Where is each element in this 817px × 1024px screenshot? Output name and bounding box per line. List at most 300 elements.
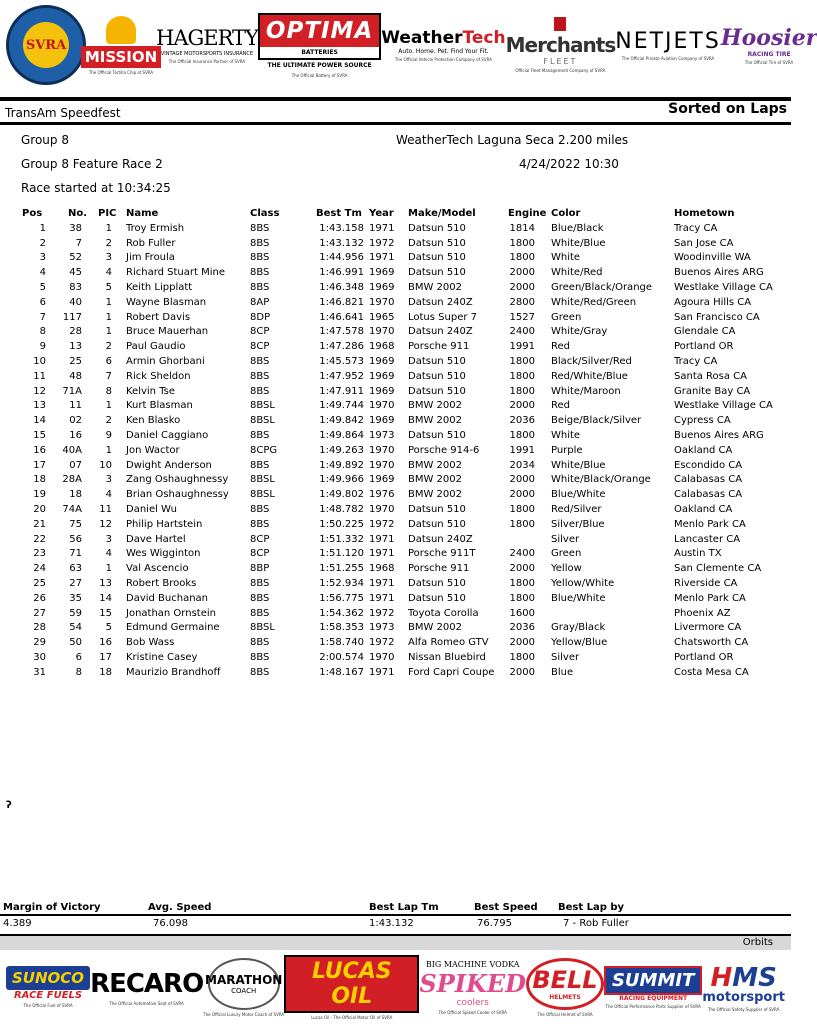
cell-color: Black/Silver/Red: [551, 355, 632, 367]
cell-pos: 15: [33, 429, 46, 441]
cell-best-time: 1:44.956: [319, 252, 364, 264]
cell-make-model: Datsun 510: [408, 592, 466, 604]
cell-pic: 1: [105, 400, 112, 412]
cell-engine: 2000: [509, 637, 535, 649]
cell-pos: 20: [33, 503, 46, 515]
table-row: [0, 489, 791, 504]
cell-pic: 15: [99, 607, 112, 619]
cell-car-number: 35: [69, 592, 82, 604]
table-row: [0, 282, 791, 297]
cell-car-number: 56: [69, 533, 82, 545]
cell-car-number: 6: [75, 651, 82, 663]
table-row: [0, 534, 791, 549]
cell-pic: 1: [105, 222, 112, 234]
col-name: Name: [126, 208, 159, 219]
cell-engine: 2000: [509, 267, 535, 279]
cell-pic: 16: [99, 637, 112, 649]
cell-car-number: 83: [69, 281, 82, 293]
cell-make-model: BMW 2002: [408, 400, 463, 412]
cell-class: 8BS: [250, 577, 270, 589]
cell-year: 1971: [369, 533, 395, 545]
table-row: [0, 608, 791, 623]
cell-engine: 2000: [509, 400, 535, 412]
cell-hometown: Cypress CA: [674, 415, 731, 427]
cell-color: White/Red/Green: [551, 296, 637, 308]
cell-pos: 7: [39, 311, 46, 323]
cell-engine: 2000: [509, 281, 535, 293]
cell-driver-name: Richard Stuart Mine: [126, 267, 225, 279]
cell-color: Yellow: [551, 563, 582, 575]
cell-driver-name: Bob Wass: [126, 637, 175, 649]
stats-rule: [0, 914, 791, 916]
table-row: [0, 563, 791, 578]
cell-year: 1969: [369, 370, 395, 382]
summit-racing-logo: SUMMIT RACING EQUIPMENT The Official Performance Parts Supplier of SVRA: [604, 966, 702, 1009]
cell-make-model: BMW 2002: [408, 622, 463, 634]
cell-year: 1970: [369, 400, 395, 412]
cell-hometown: Oakland CA: [674, 444, 733, 456]
cell-pos: 28: [33, 622, 46, 634]
cell-class: 8BS: [250, 503, 270, 515]
cell-year: 1969: [369, 281, 395, 293]
cell-car-number: 40A: [62, 444, 82, 456]
cell-hometown: Riverside CA: [674, 577, 738, 589]
cell-color: Green/Black/Orange: [551, 281, 653, 293]
cell-hometown: Agoura Hills CA: [674, 296, 752, 308]
cell-class: 8BS: [250, 607, 270, 619]
cell-year: 1972: [369, 237, 395, 249]
cell-driver-name: Philip Hartstein: [126, 518, 203, 530]
cell-class: 8BS: [250, 281, 270, 293]
cell-make-model: Datsun 510: [408, 518, 466, 530]
cell-make-model: BMW 2002: [408, 415, 463, 427]
optima-logo: OPTIMA BATTERIES THE ULTIMATE POWER SOURCE The Official Battery of SVRA: [258, 13, 381, 78]
cell-pic: 10: [99, 459, 112, 471]
cell-pic: 14: [99, 592, 112, 604]
cell-make-model: Porsche 914-6: [408, 444, 480, 456]
cell-engine: 1800: [509, 518, 535, 530]
cell-make-model: Lotus Super 7: [408, 311, 477, 323]
cell-car-number: 52: [69, 252, 82, 264]
cell-year: 1973: [369, 429, 395, 441]
table-header: [0, 208, 791, 223]
cell-class: 8BS: [250, 429, 270, 441]
cell-class: 8BS: [250, 518, 270, 530]
cell-make-model: Datsun 240Z: [408, 533, 473, 545]
cell-driver-name: David Buchanan: [126, 592, 209, 604]
best-lap-by-value: 7 - Rob Fuller: [563, 918, 629, 929]
table-row: [0, 504, 791, 519]
best-lap-time-label: Best Lap Tm: [369, 902, 439, 913]
cell-driver-name: Paul Gaudio: [126, 341, 186, 353]
cell-pos: 24: [33, 563, 46, 575]
avg-speed-label: Avg. Speed: [148, 902, 212, 913]
cell-pic: 2: [105, 237, 112, 249]
cell-car-number: 11: [69, 400, 82, 412]
cell-year: 1971: [369, 222, 395, 234]
cell-hometown: Westlake Village CA: [674, 281, 773, 293]
cell-car-number: 13: [69, 341, 82, 353]
cell-pos: 9: [39, 341, 46, 353]
cell-class: 8BS: [250, 222, 270, 234]
cell-make-model: Datsun 510: [408, 252, 466, 264]
cell-engine: 2400: [509, 548, 535, 560]
cell-driver-name: Wes Wigginton: [126, 548, 201, 560]
cell-pos: 6: [39, 296, 46, 308]
cell-best-time: 1:50.225: [319, 518, 364, 530]
cell-make-model: Datsun 510: [408, 355, 466, 367]
cell-pos: 1: [39, 222, 46, 234]
cell-pos: 11: [33, 370, 46, 382]
cell-class: 8BSL: [250, 489, 275, 501]
cell-make-model: Datsun 510: [408, 385, 466, 397]
cell-driver-name: Daniel Caggiano: [126, 429, 209, 441]
cell-driver-name: Brian Oshaughnessy: [126, 489, 229, 501]
cell-driver-name: Dwight Anderson: [126, 459, 212, 471]
cell-pos: 21: [33, 518, 46, 530]
cell-pos: 22: [33, 533, 46, 545]
sort-label: Sorted on Laps: [668, 101, 787, 117]
cell-best-time: 1:51.255: [319, 563, 364, 575]
event-name: TransAm Speedfest: [5, 106, 121, 120]
recaro-logo: RECARO The Official Automotive Seat of SVRA: [90, 968, 204, 1006]
cell-class: 8AP: [250, 296, 270, 308]
cell-hometown: Phoenix AZ: [674, 607, 731, 619]
marathon-coach-logo: MARATHON COACH The Official Luxury Motor Coach of SVRA: [203, 958, 284, 1017]
cell-pic: 3: [105, 533, 112, 545]
hms-motorsport-logo: HMS motorsport The Official Safety Supplier of SVRA: [702, 962, 785, 1012]
cell-class: 8CP: [250, 533, 270, 545]
cell-color: White/Maroon: [551, 385, 621, 397]
cell-color: Yellow/Blue: [551, 637, 608, 649]
cell-pic: 5: [105, 281, 112, 293]
cell-hometown: Tracy CA: [674, 355, 718, 367]
cell-driver-name: Rick Sheldon: [126, 370, 191, 382]
cell-make-model: Datsun 510: [408, 370, 466, 382]
col-color: Color: [551, 208, 581, 219]
cell-driver-name: Jim Froula: [126, 252, 175, 264]
table-row: [0, 430, 791, 445]
cell-class: 8BS: [250, 637, 270, 649]
cell-best-time: 1:49.842: [319, 415, 364, 427]
cell-best-time: 1:58.740: [319, 637, 364, 649]
cell-pic: 13: [99, 577, 112, 589]
cell-color: White/Gray: [551, 326, 608, 338]
cell-engine: 2034: [509, 459, 535, 471]
cell-driver-name: Zang Oshaughnessy: [126, 474, 229, 486]
hagerty-logo: HAGERTY VINTAGE MOTORSPORTS INSURANCE The Official Insurance Partner of SVRA: [156, 26, 258, 64]
cell-car-number: 54: [69, 622, 82, 634]
cell-color: Blue: [551, 666, 574, 678]
cell-driver-name: Daniel Wu: [126, 503, 177, 515]
cell-engine: 1800: [509, 503, 535, 515]
cell-pos: 4: [39, 267, 46, 279]
cell-driver-name: Maurizio Brandhoff: [126, 666, 221, 678]
cell-best-time: 1:47.578: [319, 326, 364, 338]
cell-pos: 25: [33, 577, 46, 589]
cell-class: 8BSL: [250, 415, 275, 427]
cell-pos: 5: [39, 281, 46, 293]
cell-year: 1970: [369, 459, 395, 471]
cell-year: 1970: [369, 503, 395, 515]
cell-year: 1969: [369, 355, 395, 367]
cell-make-model: Datsun 240Z: [408, 296, 473, 308]
cell-year: 1968: [369, 563, 395, 575]
cell-engine: 1800: [509, 370, 535, 382]
cell-pic: 5: [105, 622, 112, 634]
race-datetime: 4/24/2022 10:30: [519, 157, 619, 171]
cell-engine: 1991: [509, 341, 535, 353]
cell-best-time: 1:54.362: [319, 607, 364, 619]
table-row: [0, 474, 791, 489]
cell-class: 8BS: [250, 385, 270, 397]
cell-car-number: 27: [69, 577, 82, 589]
cell-year: 1972: [369, 637, 395, 649]
cell-year: 1971: [369, 592, 395, 604]
cell-color: White: [551, 429, 581, 441]
cell-pic: 6: [105, 355, 112, 367]
cell-best-time: 1:49.864: [319, 429, 364, 441]
cell-car-number: 07: [69, 459, 82, 471]
cell-best-time: 1:49.263: [319, 444, 364, 456]
cell-best-time: 1:58.353: [319, 622, 364, 634]
weathertech-logo: WeatherTech Auto. Home. Pet. Find Your Fit. The Official Vehicle Protection Company of SVRA: [381, 28, 506, 62]
cell-color: Red: [551, 400, 570, 412]
cell-hometown: Santa Rosa CA: [674, 370, 747, 382]
cell-year: 1969: [369, 385, 395, 397]
cell-engine: 1527: [509, 311, 535, 323]
cell-pos: 13: [33, 400, 46, 412]
table-row: [0, 652, 791, 667]
cell-make-model: Alfa Romeo GTV: [408, 637, 489, 649]
cell-hometown: Buenos Aires ARG: [674, 429, 764, 441]
cell-make-model: Datsun 240Z: [408, 326, 473, 338]
merchants-fleet-logo: Merchants FLEET Official Fleet Management Company of SVRA: [506, 17, 616, 73]
cell-best-time: 1:43.132: [319, 237, 364, 249]
svra-logo: SVRA: [6, 5, 86, 85]
cell-pic: 4: [105, 267, 112, 279]
cell-color: Beige/Black/Silver: [551, 415, 642, 427]
cell-year: 1973: [369, 622, 395, 634]
cell-make-model: Nissan Bluebird: [408, 651, 486, 663]
best-lap-time-value: 1:43.132: [369, 918, 414, 929]
cell-driver-name: Edmund Germaine: [126, 622, 220, 634]
cell-engine: 1800: [509, 592, 535, 604]
results-table: [0, 208, 791, 682]
cell-driver-name: Val Ascencio: [126, 563, 189, 575]
table-row: [0, 622, 791, 637]
cell-pic: 12: [99, 518, 112, 530]
col-make-model: Make/Model: [408, 208, 476, 219]
cell-driver-name: Keith Lipplatt: [126, 281, 193, 293]
cell-color: White/Blue: [551, 237, 606, 249]
cell-pic: 9: [105, 429, 112, 441]
cell-year: 1971: [369, 252, 395, 264]
cell-year: 1976: [369, 489, 395, 501]
cell-color: Purple: [551, 444, 583, 456]
cell-engine: 1800: [509, 355, 535, 367]
cell-driver-name: Armin Ghorbani: [126, 355, 205, 367]
cell-driver-name: Kristine Casey: [126, 651, 198, 663]
cell-year: 1969: [369, 267, 395, 279]
cell-class: 8BS: [250, 459, 270, 471]
top-sponsor-bar: [0, 0, 817, 90]
cell-make-model: Datsun 510: [408, 503, 466, 515]
cell-hometown: Menlo Park CA: [674, 518, 746, 530]
cell-year: 1970: [369, 651, 395, 663]
cell-hometown: Escondido CA: [674, 459, 743, 471]
orbits-label: Orbits: [742, 937, 773, 948]
cell-pos: 2: [39, 237, 46, 249]
table-row: [0, 593, 791, 608]
race-label: Group 8 Feature Race 2: [21, 157, 163, 171]
mission-logo: MISSION The Official Tortilla Chip of SVRA: [86, 16, 156, 75]
table-row: [0, 460, 791, 475]
cell-car-number: 50: [69, 637, 82, 649]
cell-engine: 2036: [509, 622, 535, 634]
cell-best-time: 1:47.952: [319, 370, 364, 382]
bell-helmets-logo: BELL HELMETS The Official Helmet of SVRA: [526, 958, 604, 1017]
cell-car-number: 16: [69, 429, 82, 441]
cell-make-model: BMW 2002: [408, 489, 463, 501]
cell-pic: 18: [99, 666, 112, 678]
cell-year: 1970: [369, 444, 395, 456]
cell-car-number: 28A: [62, 474, 82, 486]
cell-pic: 1: [105, 444, 112, 456]
cell-year: 1969: [369, 474, 395, 486]
cell-car-number: 28: [69, 326, 82, 338]
table-row: [0, 578, 791, 593]
cell-color: Green: [551, 548, 582, 560]
cell-engine: 2400: [509, 326, 535, 338]
cell-best-time: 1:51.332: [319, 533, 364, 545]
cell-car-number: 02: [69, 415, 82, 427]
cell-year: 1969: [369, 415, 395, 427]
cell-best-time: 1:49.966: [319, 474, 364, 486]
cell-make-model: Datsun 510: [408, 577, 466, 589]
cell-color: Red/White/Blue: [551, 370, 628, 382]
cell-color: Blue/Black: [551, 222, 604, 234]
cell-pic: 3: [105, 252, 112, 264]
cell-class: 8BS: [250, 237, 270, 249]
best-speed-label: Best Speed: [474, 902, 538, 913]
cell-color: Silver/Blue: [551, 518, 605, 530]
cell-make-model: Datsun 510: [408, 237, 466, 249]
table-body: [0, 223, 791, 682]
race-start-time: Race started at 10:34:25: [21, 181, 171, 195]
cell-hometown: San Jose CA: [674, 237, 734, 249]
col-hometown: Hometown: [674, 208, 735, 219]
cell-engine: 2036: [509, 415, 535, 427]
cell-best-time: 1:43.158: [319, 222, 364, 234]
cell-pos: 8: [39, 326, 46, 338]
cell-driver-name: Kelvin Tse: [126, 385, 176, 397]
cell-hometown: Glendale CA: [674, 326, 736, 338]
cell-make-model: Porsche 911T: [408, 548, 476, 560]
cell-hometown: Calabasas CA: [674, 474, 743, 486]
title-rule: [0, 122, 791, 125]
sunoco-logo: SUNOCO RACE FUELS The Official Fuel of SVRA: [6, 966, 90, 1008]
cell-best-time: 1:46.641: [319, 311, 364, 323]
cell-engine: 1800: [509, 429, 535, 441]
cell-driver-name: Robert Brooks: [126, 577, 197, 589]
cell-best-time: 1:48.782: [319, 503, 364, 515]
hoosier-logo: Hoosier RACING TIRE The Official Tire of SVRA: [720, 25, 817, 65]
track-label: WeatherTech Laguna Seca 2.200 miles: [396, 133, 629, 147]
cell-class: 8BSL: [250, 622, 275, 634]
cell-car-number: 8: [75, 666, 82, 678]
cell-class: 8CPG: [250, 444, 278, 456]
cell-color: Gray/Black: [551, 622, 606, 634]
cell-pos: 10: [33, 355, 46, 367]
cell-hometown: Austin TX: [674, 548, 722, 560]
cell-car-number: 71: [69, 548, 82, 560]
cell-pic: 1: [105, 311, 112, 323]
cell-class: 8BS: [250, 651, 270, 663]
cell-pos: 23: [33, 548, 46, 560]
cell-engine: 1800: [509, 237, 535, 249]
cell-engine: 1991: [509, 444, 535, 456]
cell-pos: 19: [33, 489, 46, 501]
cell-car-number: 40: [69, 296, 82, 308]
cell-make-model: Datsun 510: [408, 267, 466, 279]
cell-pic: 4: [105, 548, 112, 560]
cell-best-time: 1:46.821: [319, 296, 364, 308]
cell-pos: 29: [33, 637, 46, 649]
cell-color: Yellow/White: [551, 577, 615, 589]
cell-hometown: Woodinville WA: [674, 252, 751, 264]
cell-pic: 7: [105, 370, 112, 382]
cell-class: 8BSL: [250, 400, 275, 412]
cell-engine: 2000: [509, 666, 535, 678]
cell-make-model: Porsche 911: [408, 341, 470, 353]
cell-color: Green: [551, 311, 582, 323]
table-row: [0, 548, 791, 563]
cell-hometown: Calabasas CA: [674, 489, 743, 501]
cell-color: White/Black/Orange: [551, 474, 651, 486]
cell-driver-name: Wayne Blasman: [126, 296, 207, 308]
cell-engine: 1800: [509, 385, 535, 397]
cell-class: 8BS: [250, 666, 270, 678]
cell-hometown: Westlake Village CA: [674, 400, 773, 412]
cell-driver-name: Dave Hartel: [126, 533, 186, 545]
table-row: [0, 637, 791, 652]
cell-pic: 1: [105, 296, 112, 308]
cell-class: 8BS: [250, 370, 270, 382]
cell-pic: 8: [105, 385, 112, 397]
margin-of-victory-label: Margin of Victory: [3, 902, 101, 913]
cell-class: 8CP: [250, 548, 270, 560]
cell-best-time: 1:47.911: [319, 385, 364, 397]
cell-car-number: 7: [75, 237, 82, 249]
cell-class: 8CP: [250, 326, 270, 338]
cell-car-number: 48: [69, 370, 82, 382]
cell-hometown: Livermore CA: [674, 622, 742, 634]
cell-class: 8BS: [250, 267, 270, 279]
cell-driver-name: Ken Blasko: [126, 415, 181, 427]
group-label: Group 8: [21, 133, 69, 147]
cell-hometown: Portland OR: [674, 651, 734, 663]
cell-hometown: San Clemente CA: [674, 563, 762, 575]
cell-engine: 1800: [509, 651, 535, 663]
cell-hometown: Costa Mesa CA: [674, 666, 749, 678]
cell-make-model: Datsun 510: [408, 222, 466, 234]
cell-pos: 18: [33, 474, 46, 486]
table-row: [0, 341, 791, 356]
stray-mark: ʔ: [6, 800, 12, 811]
cell-hometown: Oakland CA: [674, 503, 733, 515]
cell-hometown: Menlo Park CA: [674, 592, 746, 604]
